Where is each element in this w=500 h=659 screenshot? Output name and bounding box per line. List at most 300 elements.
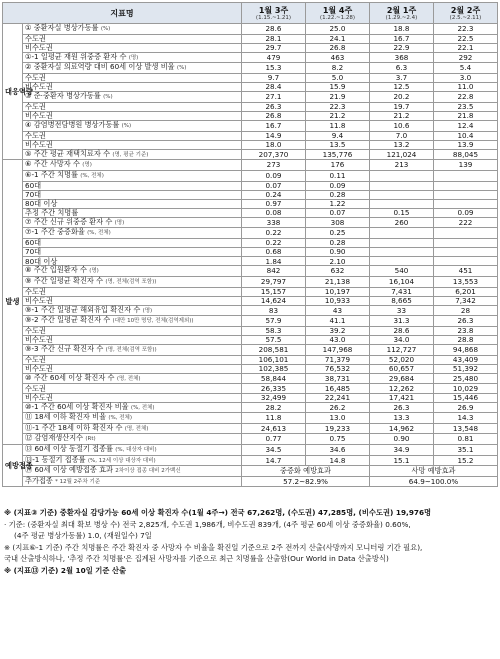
row-unit: (명) [114, 219, 125, 226]
table-row [3, 63, 498, 74]
row-label [23, 63, 242, 74]
table-row [3, 24, 498, 35]
footnote-1: ※ (지표③ 기준) 중환자실 감당가능 60세 이상 확진자 수(1월 4주→) 전국 67,262명, (수도권) 47,285명, (비수도권) 19,976명 [4, 508, 432, 517]
value-cell: 5.4 [434, 63, 498, 74]
value-cell: 16.7 [242, 120, 306, 131]
value-cell: 27.1 [242, 92, 306, 103]
value-cell: 13,548 [434, 423, 498, 434]
value-cell: 0.08 [242, 208, 306, 217]
value-cell: 26.3 [434, 316, 498, 327]
row-label [23, 445, 242, 456]
category-occurrence: 발생 [3, 160, 23, 445]
value-cell [370, 190, 434, 199]
table-row [3, 102, 498, 111]
row-label [23, 413, 242, 424]
value-cell: 0.90 [306, 248, 370, 257]
value-cell: 15.2 [434, 455, 498, 466]
value-cell: 19.7 [370, 102, 434, 111]
table-row [3, 248, 498, 257]
value-cell [434, 199, 498, 208]
value-cell: 0.24 [242, 190, 306, 199]
row-label [23, 102, 242, 111]
table-row [3, 384, 498, 393]
value-cell: 1.22 [306, 199, 370, 208]
row-label [23, 248, 242, 257]
row-unit: (명, 전체(검역 포함)) [105, 278, 157, 285]
value-cell: 15,446 [434, 393, 498, 402]
footnote-4: ※ (지표⑥-1 기준) 주간 치명률은 주간 확진자 중 사망자 수 비율을 확진일 기준으로 2주 전까지 산출(사망까지 모니터링 기간 필요), [4, 542, 423, 552]
value-cell: 28.1 [242, 34, 306, 43]
value-cell: 15.9 [306, 83, 370, 92]
value-cell: 12.5 [370, 83, 434, 92]
value-cell: 94,868 [434, 345, 498, 356]
value-cell: 7,431 [370, 287, 434, 296]
value-cell: 51,392 [434, 364, 498, 373]
value-cell: 102,385 [242, 364, 306, 373]
row-label-text: 60대 [25, 238, 42, 248]
value-cell: 41.1 [306, 316, 370, 327]
value-cell: 34.0 [370, 336, 434, 345]
value-cell: 11.8 [306, 120, 370, 131]
table-row [3, 170, 498, 181]
value-cell: 0.07 [306, 208, 370, 217]
row-label-text: ⑧ 주간 입원환자 수 [25, 265, 87, 275]
value-cell: 13.3 [370, 413, 434, 424]
row-label-text: ⑨-1 주간 일평균 해외유입 확진자 수 [25, 304, 141, 314]
value-cell [434, 257, 498, 266]
row-unit: (%, 전체) [80, 172, 104, 179]
table-row [3, 228, 498, 239]
value-cell [370, 228, 434, 239]
value-cell: 26.2 [306, 402, 370, 413]
row-label-text: 비수도권 [25, 335, 53, 345]
value-cell: 0.09 [434, 208, 498, 217]
value-cell: 273 [242, 160, 306, 171]
value-cell: 29.7 [242, 43, 306, 52]
row-label [23, 199, 242, 208]
table-row [3, 266, 498, 277]
footnote-2: · 기준: (중환자실 최대 확보 병상 수) 전국 2,825개, 수도권 1,986개, 비수도권 839개, (4주 평균 60세 이상 중증화율) 0.60%, [4, 519, 411, 529]
row-label [23, 239, 242, 248]
value-cell [434, 181, 498, 190]
row-label-text: ⑥ 주간 사망자 수 [25, 159, 80, 169]
row-unit: (%) [103, 94, 113, 101]
value-cell: 121,024 [370, 149, 434, 160]
row-label [23, 217, 242, 228]
table-row [3, 190, 498, 199]
value-cell [434, 228, 498, 239]
row-unit: (명, 전체) [124, 425, 149, 432]
row-unit: (명, 평균 기준) [112, 151, 149, 158]
value-cell: 12,262 [370, 384, 434, 393]
value-cell: 26.3 [370, 402, 434, 413]
table-row [3, 345, 498, 356]
value-cell: 57.2~82.9% [242, 476, 370, 487]
value-cell: 28.8 [434, 336, 498, 345]
value-cell: 0.28 [306, 190, 370, 199]
table-row [3, 413, 498, 424]
row-label-text: 비수도권 [25, 82, 53, 92]
row-label [23, 345, 242, 356]
value-cell: 15,157 [242, 287, 306, 296]
row-label [23, 131, 242, 140]
table-row [3, 92, 498, 103]
row-unit: (명, 전체) [116, 375, 141, 382]
value-cell: 0.81 [434, 434, 498, 445]
value-cell: 60,657 [370, 364, 434, 373]
value-cell: 32,499 [242, 393, 306, 402]
value-cell: 24,613 [242, 423, 306, 434]
value-cell: 25.0 [306, 24, 370, 35]
value-cell: 3.0 [434, 73, 498, 82]
value-cell: 368 [370, 52, 434, 63]
row-unit: (%, 전체) [108, 415, 132, 422]
table-row [3, 120, 498, 131]
table-row [3, 355, 498, 364]
value-cell: 0.11 [306, 170, 370, 181]
value-cell: 28.4 [242, 83, 306, 92]
row-label-text: 추가접종 [25, 475, 53, 485]
row-label-text: 수도권 [25, 354, 46, 364]
row-unit: 2차이상 접종 대비 2가백신 [115, 468, 181, 475]
value-cell: 0.09 [306, 181, 370, 190]
row-label-text: ⑪-1 주간 18세 이하 확진자 수 [25, 422, 123, 432]
value-cell: 64.9~100.0% [370, 476, 498, 487]
row-label-text: ② 중환자실 의료역량 대비 60세 이상 발생 비율 [25, 62, 175, 72]
row-label-text: ①-1 일평균 재원 위중증 환자 수 [25, 51, 127, 61]
row-unit: (명) [82, 162, 92, 169]
value-cell: 0.90 [370, 434, 434, 445]
value-cell: 13.5 [306, 140, 370, 149]
value-cell: 14.3 [434, 413, 498, 424]
value-cell: 24.1 [306, 34, 370, 43]
value-cell: 중증화 예방효과 [242, 466, 370, 477]
value-cell: 16,104 [370, 276, 434, 287]
value-cell: 11.8 [242, 413, 306, 424]
value-cell: 10.6 [370, 120, 434, 131]
row-label-text: ⑬-1 동절기 접종률 [25, 454, 86, 464]
value-cell [434, 239, 498, 248]
value-cell: 6.3 [370, 63, 434, 74]
value-cell: 10,029 [434, 384, 498, 393]
table-row [3, 52, 498, 63]
value-cell: 57.5 [242, 336, 306, 345]
row-label [23, 266, 242, 277]
value-cell: 28.2 [242, 402, 306, 413]
value-cell: 2.10 [306, 257, 370, 266]
value-cell: 26.9 [434, 402, 498, 413]
col-header-3: 2월 1주 (1.29.~2.4) [370, 3, 434, 24]
row-label-text: ④ 감염병전담병원 병상가동률 [25, 119, 120, 129]
value-cell: 12.4 [434, 120, 498, 131]
row-label [23, 190, 242, 199]
row-label [23, 92, 242, 103]
value-cell: 292 [434, 52, 498, 63]
row-label-text: 수도권 [25, 326, 46, 336]
row-label [23, 170, 242, 181]
value-cell: 35.1 [434, 445, 498, 456]
value-cell: 14.9 [242, 131, 306, 140]
value-cell: 14.8 [306, 455, 370, 466]
row-label [23, 316, 242, 327]
footnotes [4, 507, 496, 576]
table-row [3, 402, 498, 413]
row-unit: (명) [142, 307, 153, 314]
value-cell: 10,197 [306, 287, 370, 296]
value-cell: 39.2 [306, 326, 370, 335]
value-cell: 19,233 [306, 423, 370, 434]
table-row [3, 34, 498, 43]
row-label [23, 120, 242, 131]
table-row [3, 316, 498, 327]
row-label [23, 24, 242, 35]
value-cell: 7.0 [370, 131, 434, 140]
row-unit: (%) [100, 26, 111, 32]
row-unit: (명) [89, 268, 99, 275]
row-label-text: 비수도권 [25, 364, 53, 374]
row-label-text: ⑨-3 주간 신규 확진자 수 [25, 344, 104, 354]
row-label-text: ⑫ 감염재생산지수 [25, 433, 84, 443]
row-label [23, 476, 242, 487]
value-cell: 8,665 [370, 296, 434, 305]
row-unit: (명) [128, 54, 139, 61]
value-cell: 213 [370, 160, 434, 171]
value-cell: 10.4 [434, 131, 498, 140]
value-cell: 34.6 [306, 445, 370, 456]
row-label [23, 305, 242, 316]
value-cell: 58,844 [242, 373, 306, 384]
category-prevention: 예방접종 [3, 445, 23, 487]
table-row [3, 199, 498, 208]
row-label-text: 수도권 [25, 383, 46, 393]
indicator-header: 지표명 [3, 3, 242, 24]
table-row [3, 239, 498, 248]
value-cell: 1.84 [242, 257, 306, 266]
row-unit: * 12월 2주차 기준 [55, 478, 101, 485]
table-row [3, 305, 498, 316]
value-cell: 22.9 [370, 43, 434, 52]
row-label-text: ⑨-2 주간 일평균 확진자 수 [25, 315, 111, 325]
indicator-table [2, 2, 498, 487]
value-cell: 43,409 [434, 355, 498, 364]
value-cell: 106,101 [242, 355, 306, 364]
value-cell: 14.7 [242, 455, 306, 466]
table-row [3, 476, 498, 487]
footnote-5: 국내 산출방식하나, '추정 주간 치명률'은 집계된 사망자를 기준으로 최근 치명률을 산출함(Our World in Data 산출방식) [4, 554, 389, 563]
value-cell: 451 [434, 266, 498, 277]
row-label-text: 70대 [25, 189, 42, 199]
value-cell: 0.77 [242, 434, 306, 445]
row-unit: (%, 대상자 대비) [115, 447, 157, 454]
value-cell: 22.1 [434, 43, 498, 52]
value-cell: 208,581 [242, 345, 306, 356]
row-unit: (%, 전체) [130, 404, 155, 411]
row-label-text: 80대 이상 [25, 198, 58, 208]
value-cell: 16,485 [306, 384, 370, 393]
value-cell: 842 [242, 266, 306, 277]
row-label [23, 402, 242, 413]
row-unit: (명, 전체(검역 포함)) [105, 347, 157, 354]
row-label-text: ⑩-1 주간 60세 이상 확진자 비율 [25, 401, 129, 411]
value-cell: 9.4 [306, 131, 370, 140]
footnote-6: ※ (지표⑬ 기준) 2월 10일 기준 산출 [4, 565, 127, 575]
value-cell: 5.0 [306, 73, 370, 82]
row-label-text: ⑥-1 주간 치명률 [25, 169, 78, 179]
table-header-row [3, 3, 498, 24]
row-label [23, 52, 242, 63]
table-row [3, 423, 498, 434]
value-cell [370, 170, 434, 181]
row-label-text: 비수도권 [25, 42, 53, 52]
row-label-text: ⑤ 주간 평균 재택치료자 수 [25, 148, 111, 158]
row-label [23, 34, 242, 43]
value-cell: 18.0 [242, 140, 306, 149]
row-label-text: 60대 [25, 180, 42, 190]
value-cell: 23.8 [434, 326, 498, 335]
row-label-text: 비수도권 [25, 392, 53, 402]
row-label-text: 수도권 [25, 73, 46, 83]
col-header-1: 1월 3주 (1.15.~1.21) [242, 3, 306, 24]
row-unit: (%) [121, 122, 132, 129]
value-cell: 52,020 [370, 355, 434, 364]
value-cell [370, 181, 434, 190]
row-label [23, 73, 242, 82]
row-label [23, 181, 242, 190]
table-row [3, 73, 498, 82]
value-cell: 16.7 [370, 34, 434, 43]
row-label [23, 423, 242, 434]
row-unit: (%, 전체) [87, 230, 111, 237]
value-cell: 7,342 [434, 296, 498, 305]
table-row [3, 149, 498, 160]
value-cell: 14,962 [370, 423, 434, 434]
row-label-text: ⑦-1 주간 중증화율 [25, 227, 85, 237]
row-label-text: 70대 [25, 247, 42, 257]
value-cell: 6,201 [434, 287, 498, 296]
value-cell: 13.0 [306, 413, 370, 424]
footnote-3: (4주 평균 병상가동률) 1.0, (재원일수) 7일 [14, 531, 152, 540]
value-cell: 0.68 [242, 248, 306, 257]
value-cell: 26,335 [242, 384, 306, 393]
category-response: 대응역량 [3, 24, 23, 160]
col-header-4: 2월 2주 (2.5.~2.11) [434, 3, 498, 24]
value-cell: 29,797 [242, 276, 306, 287]
value-cell: 33 [370, 305, 434, 316]
value-cell: 9.7 [242, 73, 306, 82]
value-cell: 479 [242, 52, 306, 63]
value-cell: 34.9 [370, 445, 434, 456]
row-label-text: 추정 주간 치명률 [25, 208, 79, 218]
row-label-text: 비수도권 [25, 139, 53, 149]
value-cell: 0.22 [242, 228, 306, 239]
value-cell: 26.8 [306, 43, 370, 52]
value-cell: 21.9 [306, 92, 370, 103]
table-row [3, 455, 498, 466]
row-label-text: 수도권 [25, 286, 46, 296]
value-cell: 사망 예방효과 [370, 466, 498, 477]
row-label [23, 228, 242, 239]
value-cell: 71,379 [306, 355, 370, 364]
row-label-text: ① 중환자실 병상가동률 [25, 23, 99, 32]
value-cell: 463 [306, 52, 370, 63]
value-cell: 14,624 [242, 296, 306, 305]
row-unit: (%, 12세 이상 대상자 대비) [87, 457, 156, 464]
value-cell: 23.5 [434, 102, 498, 111]
value-cell: 15.3 [242, 63, 306, 74]
value-cell: 0.22 [242, 239, 306, 248]
value-cell: 21.2 [306, 111, 370, 120]
table-row [3, 160, 498, 171]
table-row [3, 276, 498, 287]
value-cell: 17,421 [370, 393, 434, 402]
value-cell: 0.25 [306, 228, 370, 239]
value-cell: 43.0 [306, 336, 370, 345]
row-label [23, 434, 242, 445]
table-row [3, 434, 498, 445]
value-cell: 29,684 [370, 373, 434, 384]
row-label [23, 455, 242, 466]
value-cell: 0.09 [242, 170, 306, 181]
value-cell [434, 170, 498, 181]
value-cell: 222 [434, 217, 498, 228]
value-cell: 3.7 [370, 73, 434, 82]
value-cell: 338 [242, 217, 306, 228]
row-label-text: 비수도권 [25, 295, 53, 305]
row-unit: (%) [176, 65, 187, 72]
value-cell: 260 [370, 217, 434, 228]
value-cell: 21.8 [434, 111, 498, 120]
row-label-text: ③ 준·중환자 병상가동률 [25, 91, 101, 101]
value-cell [434, 190, 498, 199]
value-cell: 28.6 [370, 326, 434, 335]
value-cell: 147,968 [306, 345, 370, 356]
value-cell: 38,731 [306, 373, 370, 384]
value-cell: 76,532 [306, 364, 370, 373]
value-cell: 18.8 [370, 24, 434, 35]
table-row [3, 287, 498, 296]
value-cell [370, 239, 434, 248]
row-label-text: 비수도권 [25, 111, 53, 121]
value-cell: 21.2 [370, 111, 434, 120]
row-label [23, 373, 242, 384]
table-row [3, 373, 498, 384]
value-cell: 0.28 [306, 239, 370, 248]
value-cell: 0.07 [242, 181, 306, 190]
row-label-text: ⑪ 18세 이하 확진자 비율 [25, 412, 107, 422]
value-cell: 207,370 [242, 149, 306, 160]
value-cell [370, 199, 434, 208]
value-cell: 28.6 [242, 24, 306, 35]
row-label [23, 466, 242, 477]
table-row [3, 181, 498, 190]
value-cell: 13,553 [434, 276, 498, 287]
value-cell: 34.5 [242, 445, 306, 456]
row-unit: (대만 10만 명당, 전체(검역제외)) [112, 318, 194, 325]
value-cell: 26.8 [242, 111, 306, 120]
value-cell: 8.2 [306, 63, 370, 74]
value-cell: 21,138 [306, 276, 370, 287]
value-cell: 10,933 [306, 296, 370, 305]
row-label-text: ⑦ 주간 신규 위중증 환자 수 [25, 216, 113, 226]
value-cell: 22.3 [306, 102, 370, 111]
value-cell: 112,727 [370, 345, 434, 356]
value-cell: 20.2 [370, 92, 434, 103]
value-cell: 25,480 [434, 373, 498, 384]
value-cell: 13.2 [370, 140, 434, 149]
row-label-text: 80대 이상 [25, 256, 58, 266]
row-label [23, 149, 242, 160]
value-cell: 43 [306, 305, 370, 316]
